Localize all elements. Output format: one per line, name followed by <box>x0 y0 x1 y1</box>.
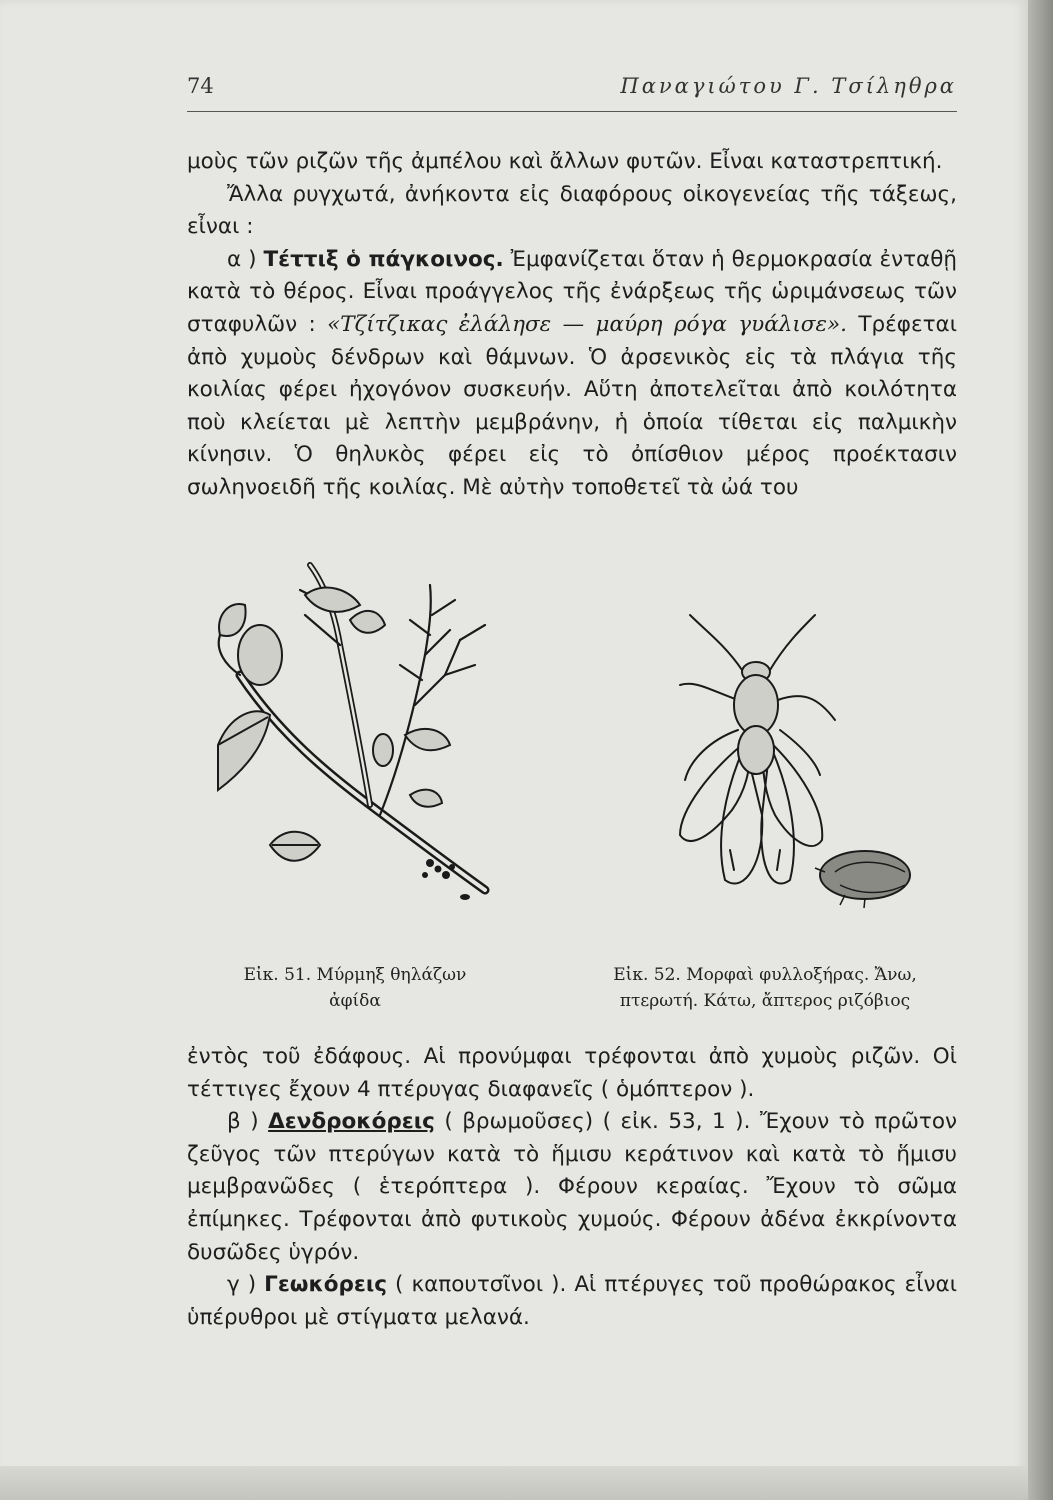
beta-text: ( βρωμοῦσες) ( εἰκ. 53, 1 ). Ἔχουν τὸ πρῶτον ζεῦγος τῶν πτερύγων κατὰ τὸ ἥμισυ κεράτινον καὶ κατὰ τὸ ἥμισυ μεμβρανῶδες ( ἑτερόπτερα ). Φέρουν κεραίας. Ἔχουν τὸ σῶμα ἐπίμηκες. Τρέφονται ἀπὸ φυτικοὺς χυμούς. Φέρουν ἀδένα ἐκκρίνοντα δυσῶδες ὑγρόν. <box>187 1109 958 1265</box>
paragraph-nymphs <box>187 1041 957 1106</box>
book-edge-bottom <box>0 1466 1028 1500</box>
paragraph-2-text: ἐντὸς τοῦ ἐδάφους. Αἱ προνύμφαι τρέφονται ἀπὸ χυμοὺς ριζῶν. Οἱ τέττιγες ἔχουν 4 πτέρυγας διαφανεῖς ( ὁμόπτερον ). <box>187 1044 957 1102</box>
paragraph-orders <box>187 179 957 244</box>
figure-52-caption-line-2: πτερωτή. Κάτω, ἄπτερος ριζόβιος <box>619 991 911 1011</box>
paragraph-beta <box>187 1106 957 1269</box>
figure-51-caption-line-2: ἀφίδα <box>329 991 381 1011</box>
figure-51-caption <box>205 962 505 1014</box>
header-rule <box>187 111 957 112</box>
alpha-text-1: Ἐμφανίζεται ὅταν ἡ θερμοκρασία ἐνταθῇ κατὰ τὸ θέρος. Εἶναι προάγγελος τῆς ἐνάρξεως τῆς ὡριμάνσεως τῶν σταφυλῶν : <box>187 246 957 337</box>
paragraph-gamma <box>187 1269 957 1334</box>
paragraph-1-line-2: Ἄλλα ρυγχωτά, ἀνήκοντα εἰς διαφόρους οἰκογενείας τῆς τάξεως, εἶναι : <box>187 181 957 240</box>
figure-51-illustration <box>200 545 510 930</box>
beta-term: Δενδροκόρεις <box>268 1109 435 1135</box>
running-title: Παναγιώτου Γ. Τσίληθρα <box>620 74 957 98</box>
figure-52-illustration <box>650 610 930 910</box>
paragraph-alpha <box>187 244 957 505</box>
page-number: 74 <box>187 74 214 98</box>
paragraph-1-line-1: μοὺς τῶν ριζῶν τῆς ἀμπέλου καὶ ἄλλων φυτῶν. Εἶναι καταστρεπτική. <box>187 149 943 174</box>
alpha-marker: α ) <box>227 246 257 272</box>
figure-51-caption-line-1: Εἰκ. 51. Μύρμηξ θηλάζων <box>243 965 467 985</box>
gamma-text: ( καπουτσῖνοι ). Αἱ πτέρυγες τοῦ προθώρακος εἶναι ὑπέρυθροι μὲ στίγματα μελανά. <box>187 1272 957 1330</box>
gamma-term: Γεωκόρεις <box>264 1272 388 1298</box>
paragraph-continuation <box>187 146 957 179</box>
beta-marker: β ) <box>227 1109 259 1135</box>
upper-text-block <box>187 146 957 505</box>
alpha-quote: «Τζίτζικας ἐλάλησε — μαύρη ρόγα γυάλισε». <box>327 311 847 337</box>
book-edge-right <box>1028 0 1053 1500</box>
gamma-marker: γ ) <box>227 1272 257 1298</box>
lower-text-block <box>187 1041 957 1334</box>
page-header <box>187 68 957 108</box>
figure-52-caption <box>565 962 965 1014</box>
alpha-term: Τέττιξ ὁ πάγκοινος. <box>263 246 504 272</box>
alpha-text-2: Τρέφεται ἀπὸ χυμοὺς δένδρων καὶ θάμνων. Ὁ ἀρσενικὸς εἰς τὰ πλάγια τῆς κοιλίας φέρει ἠχογόνον συσκευήν. Αὕτη ἀποτελεῖται ἀπὸ κοιλότητα ποὺ κλείεται μὲ λεπτὴν μεμβράνην, ἡ ὁποία τίθεται εἰς παλμικὴν κίνησιν. Ὁ θηλυκὸς φέρει εἰς τὸ ὀπίσθιον μέρος προέκτασιν σωληνοειδῆ τῆς κοιλίας. Μὲ αὐτὴν τοποθετεῖ τὰ ὠά του <box>187 311 957 500</box>
figure-52-caption-line-1: Εἰκ. 52. Μορφαὶ φυλλοξήρας. Ἄνω, <box>613 965 917 985</box>
